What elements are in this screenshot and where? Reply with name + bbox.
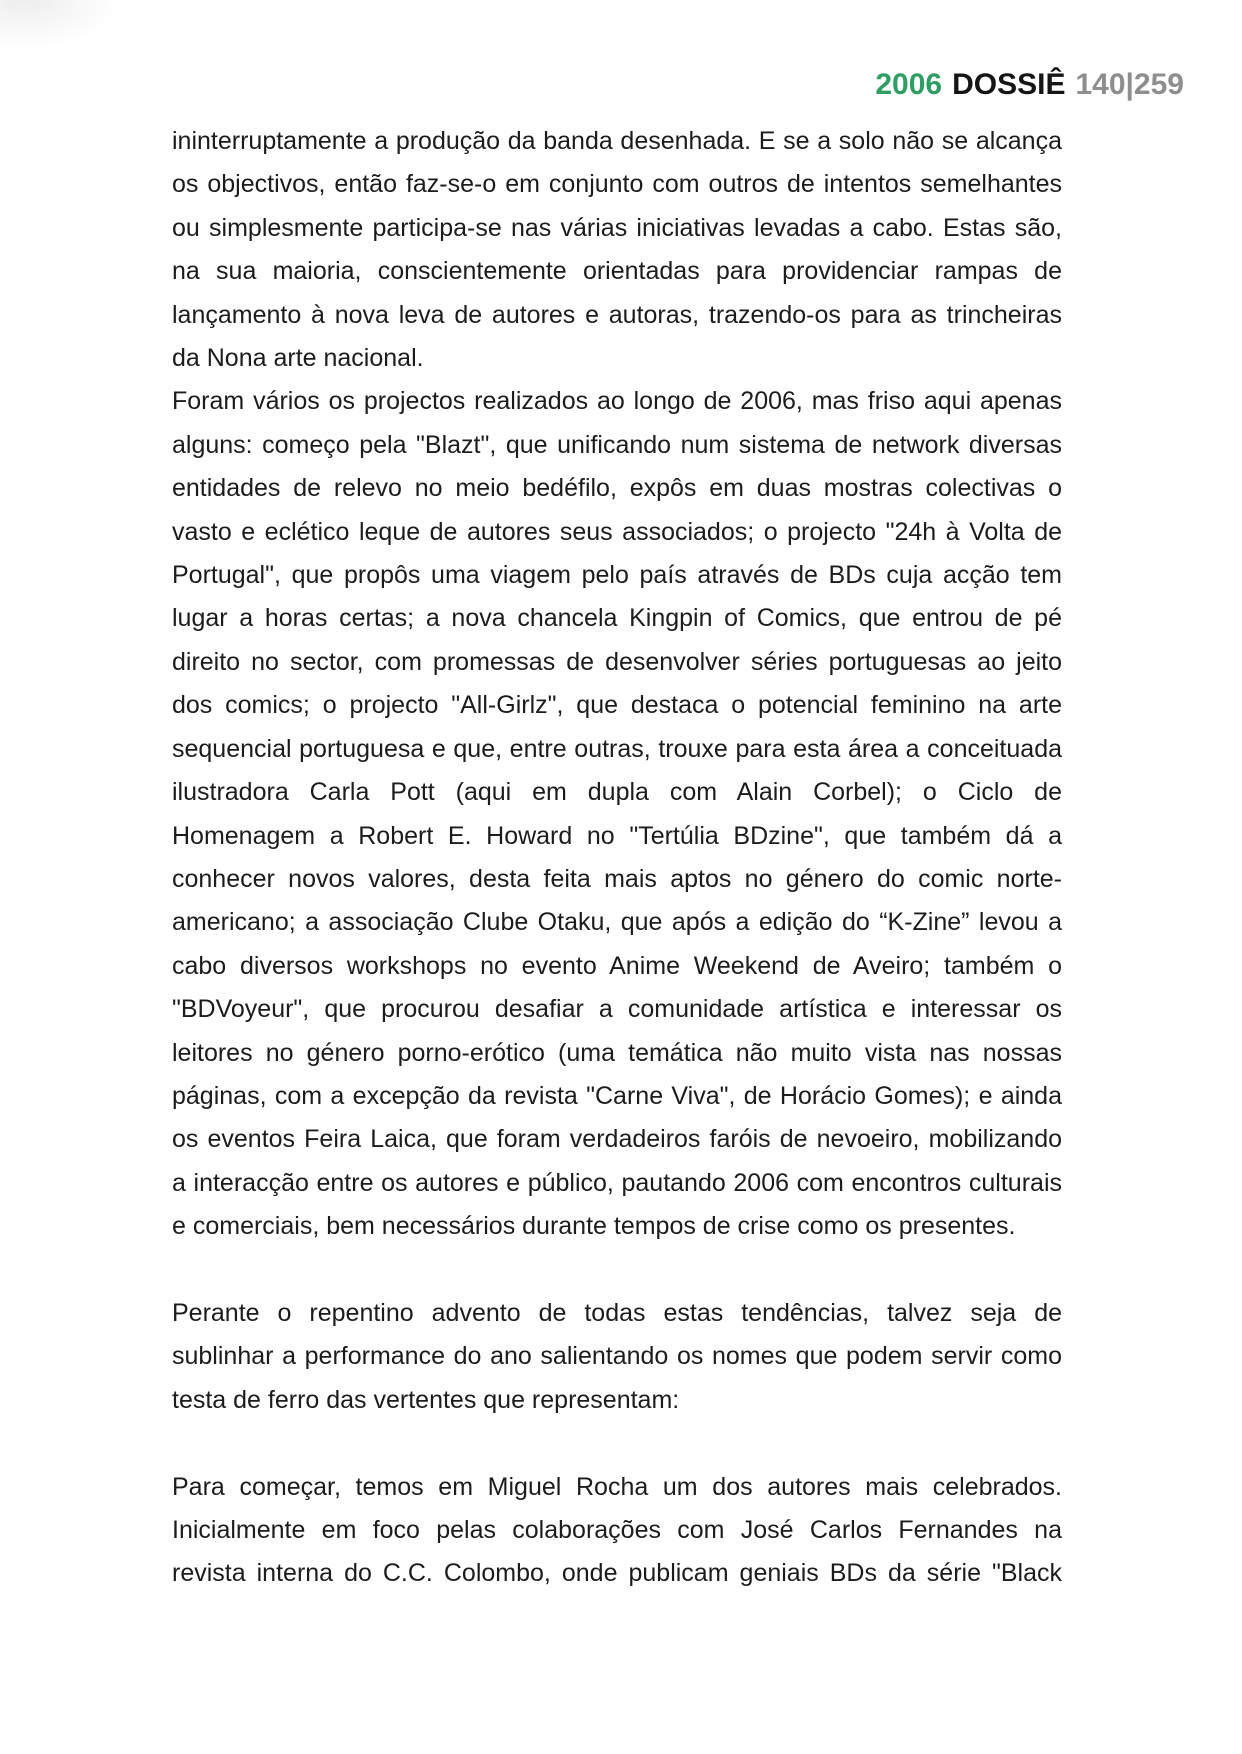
- paragraph: [172, 120, 1062, 380]
- text-line: a interacção entre os autores e público, pautando 2006 com encontros culturais: [172, 1168, 1062, 1197]
- text-line: ilustradora Carla Pott (aqui em dupla com Alain Corbel); o Ciclo de: [172, 778, 1062, 807]
- body-text: [172, 120, 1062, 1596]
- text-line: ininterruptamente a produção da banda desenhada. E se a solo não se alcança: [172, 127, 1062, 155]
- text-line: Homenagem a Robert E. Howard no "Tertúlia BDzine", que também dá a: [172, 821, 1062, 850]
- scan-artifact: [0, 0, 120, 50]
- text-line: lugar a horas certas; a nova chancela Kingpin of Comics, que entrou de pé: [172, 604, 1062, 633]
- text-line: vasto e eclético leque de autores seus associados; o projecto "24h à Volta de: [172, 517, 1062, 546]
- header-section-title: DOSSIÊ: [952, 68, 1066, 101]
- text-line: da Nona arte nacional.: [172, 344, 424, 373]
- text-line: ou simplesmente participa-se nas várias iniciativas levadas a cabo. Estas são,: [172, 213, 1062, 242]
- page-header: [875, 68, 1184, 101]
- text-line: Perante o repentino advento de todas estas tendências, talvez seja de: [172, 1298, 1062, 1327]
- text-line: sequencial portuguesa e que, entre outras, trouxe para esta área a conceituada: [172, 734, 1062, 763]
- text-line: lançamento à nova leva de autores e autoras, trazendo-os para as trincheiras: [172, 300, 1062, 329]
- text-line: dos comics; o projecto "All-Girlz", que destaca o potencial feminino na arte: [172, 691, 1062, 720]
- paragraph: [172, 380, 1062, 1248]
- text-line: cabo diversos workshops no evento Anime Weekend de Aveiro; também o: [172, 951, 1062, 980]
- paragraph: [172, 1292, 1062, 1422]
- text-line: americano; a associação Clube Otaku, que após a edição do “K-Zine” levou a: [172, 908, 1062, 937]
- text-line: testa de ferro das vertentes que representam:: [172, 1385, 680, 1414]
- text-line: revista interna do C.C. Colombo, onde publicam geniais BDs da série "Black: [172, 1559, 1062, 1588]
- text-line: Foram vários os projectos realizados ao longo de 2006, mas friso aqui apenas: [172, 387, 1062, 416]
- text-line: leitores no género porno-erótico (uma temática não muito vista nas nossas: [172, 1038, 1062, 1067]
- header-year: 2006: [875, 68, 943, 101]
- text-line: sublinhar a performance do ano salientando os nomes que podem servir como: [172, 1342, 1062, 1371]
- paragraph: [172, 1466, 1062, 1596]
- text-line: "BDVoyeur", que procurou desafiar a comunidade artística e interessar os: [172, 995, 1062, 1024]
- text-line: alguns: começo pela "Blazt", que unificando num sistema de network diversas: [172, 430, 1062, 459]
- text-line: na sua maioria, conscientemente orientadas para providenciar rampas de: [172, 257, 1062, 286]
- text-line: Inicialmente em foco pelas colaborações com José Carlos Fernandes na: [172, 1515, 1062, 1544]
- text-line: direito no sector, com promessas de desenvolver séries portuguesas ao jeito: [172, 647, 1062, 676]
- text-line: Portugal", que propôs uma viagem pelo país através de BDs cuja acção tem: [172, 561, 1062, 590]
- text-line: Para começar, temos em Miguel Rocha um dos autores mais celebrados.: [172, 1472, 1062, 1501]
- text-line: os objectivos, então faz-se-o em conjunto com outros de intentos semelhantes: [172, 170, 1062, 199]
- text-line: os eventos Feira Laica, que foram verdadeiros faróis de nevoeiro, mobilizando: [172, 1125, 1062, 1154]
- text-line: entidades de relevo no meio bedéfilo, expôs em duas mostras colectivas o: [172, 474, 1062, 503]
- text-line: e comerciais, bem necessários durante tempos de crise como os presentes.: [172, 1212, 1016, 1241]
- text-line: conhecer novos valores, desta feita mais aptos no género do comic norte-: [172, 864, 1062, 893]
- header-page-number: 140|259: [1075, 68, 1184, 101]
- text-line: páginas, com a excepção da revista "Carne Viva", de Horácio Gomes); e ainda: [172, 1081, 1062, 1110]
